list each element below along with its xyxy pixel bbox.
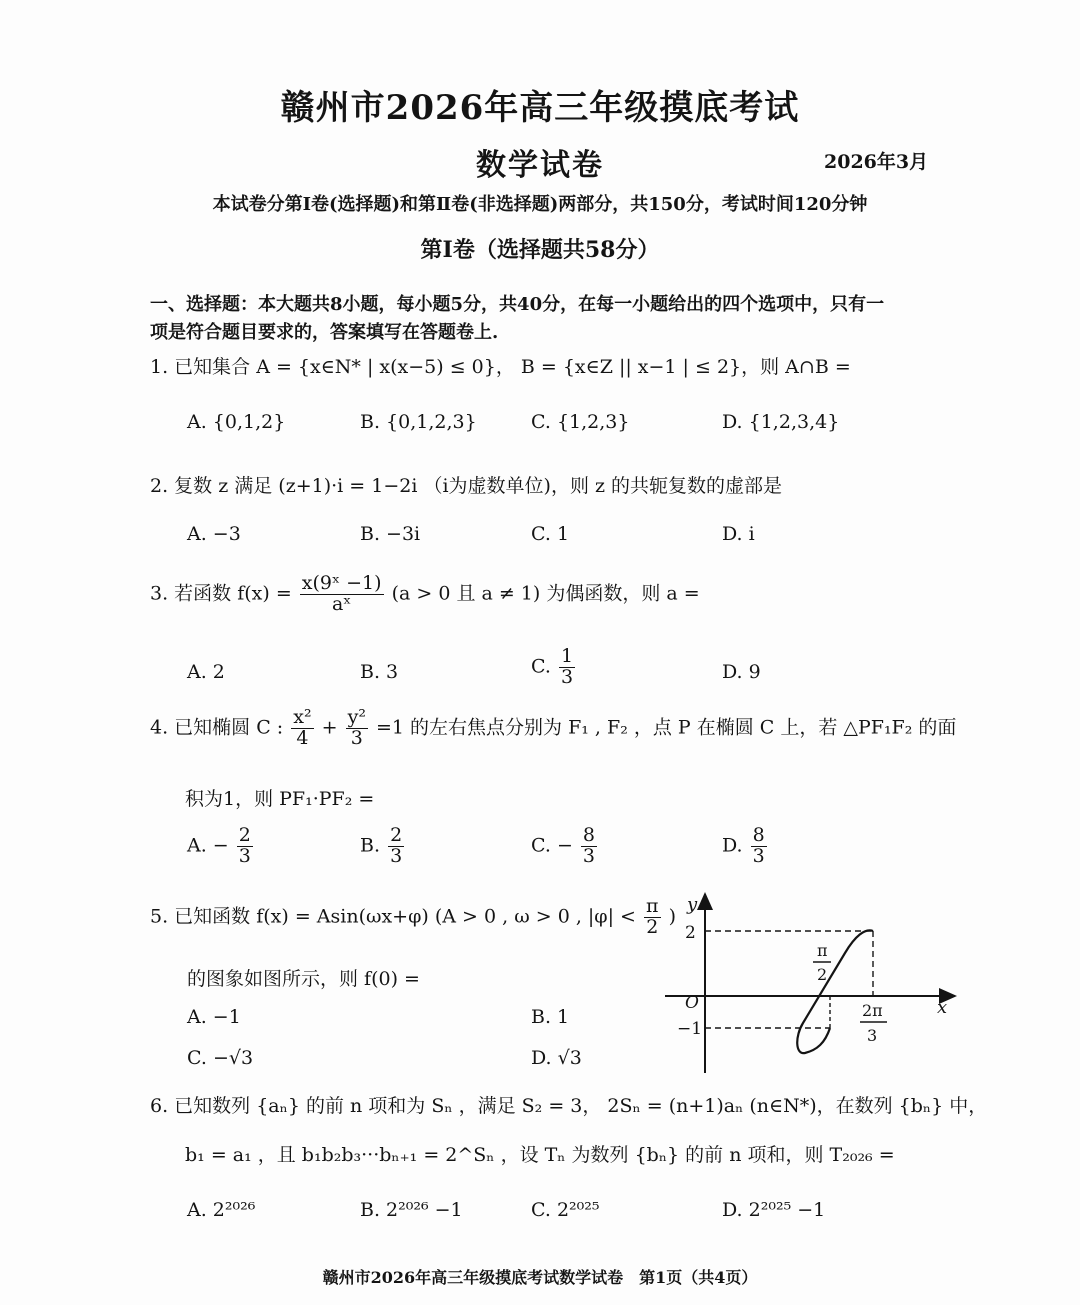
q4-fraction-x: [291, 708, 313, 749]
q4-option-c: [531, 826, 599, 867]
q1-option-c: C. {1,2,3}: [531, 411, 630, 433]
q5-stem: [150, 897, 676, 938]
page-footer: 赣州市2026年高三年级摸底考试数学试卷 第1页（共4页）: [322, 1268, 758, 1287]
q4-option-c-denominator: 3: [582, 844, 595, 867]
x-tick-two-pi-thirds-denominator: 3: [867, 1026, 878, 1045]
q6-option-b: B. 2²⁰²⁶ −1: [360, 1199, 463, 1221]
q4-option-d-numerator: 8: [752, 824, 765, 846]
exam-intro: 本试卷分第Ⅰ卷(选择题)和第Ⅱ卷(非选择题)两部分，共150分，考试时间120分钟: [212, 194, 868, 215]
q4-option-d-denominator: 3: [752, 844, 765, 867]
q5-phi-bound-numerator: π: [646, 895, 659, 917]
q6-option-c: C. 2²⁰²⁵: [531, 1199, 600, 1221]
q4-suffix: =1 的左右焦点分别为 F₁ , F₂ ，点 P 在椭圆 C 上，若 △PF₁F₂ 的面: [376, 716, 957, 739]
q1-option-d: D. {1,2,3,4}: [722, 411, 840, 433]
sine-curve: [797, 930, 873, 1053]
q4-option-b-fraction: [388, 826, 404, 867]
part-heading: 第Ⅰ卷（选择题共58分）: [420, 237, 660, 263]
y-tick-neg1: −1: [677, 1019, 703, 1039]
q4-stem: [150, 708, 956, 749]
q4-option-b-numerator: 2: [390, 824, 403, 846]
q4-plus: +: [321, 716, 338, 739]
x-tick-two-pi-thirds-numerator: 2π: [862, 1001, 883, 1020]
q5-close-paren: ): [668, 905, 676, 928]
q4-option-a-denominator: 3: [238, 844, 251, 867]
q4-fraction-y-denominator: 3: [350, 726, 363, 749]
q1-option-b: B. {0,1,2,3}: [360, 411, 477, 433]
origin-label: O: [685, 993, 699, 1013]
q5-line2: 的图象如图所示，则 f(0) =: [187, 968, 420, 990]
q6-option-a: A. 2²⁰²⁶: [187, 1199, 256, 1221]
q2-option-c: C. 1: [531, 523, 570, 545]
q5-option-b: B. 1: [531, 1006, 570, 1028]
q3-option-c: [531, 647, 577, 688]
q3-option-c-denominator: 3: [560, 665, 574, 688]
q4-option-d: [722, 826, 769, 867]
q1-stem: 1. 已知集合 A = {x∈N* | x(x−5) ≤ 0}， B = {x∈Z || x−1 | ≤ 2}，则 A∩B =: [150, 356, 851, 378]
q3-fraction-denominator: aˣ: [331, 592, 352, 615]
q6-line1: 6. 已知数列 {aₙ} 的前 n 项和为 Sₙ ，满足 S₂ = 3， 2Sₙ = (n+1)aₙ (n∈N*)，在数列 {bₙ} 中，: [150, 1095, 988, 1117]
q3-option-c-label: C.: [531, 655, 551, 678]
q4-option-c-fraction: [581, 826, 597, 867]
y-tick-2: 2: [685, 923, 696, 943]
q5-phi-bound-denominator: 2: [646, 915, 659, 938]
q4-prefix: 4. 已知椭圆 C :: [150, 716, 284, 739]
q4-fraction-y: [346, 708, 368, 749]
q4-option-a-fraction: [237, 826, 253, 867]
q5-option-a: A. −1: [187, 1006, 241, 1028]
q6-line2: b₁ = a₁ ，且 b₁b₂b₃···bₙ₊₁ = 2^Sₙ ，设 Tₙ 为数列 {bₙ} 的前 n 项和，则 T₂₀₂₆ =: [185, 1144, 895, 1166]
q4-option-c-label: C. −: [531, 834, 573, 857]
q4-line2: 积为1，则 PF₁·PF₂ =: [185, 788, 375, 810]
q1-option-a: A. {0,1,2}: [187, 411, 286, 433]
q3-option-c-fraction: [559, 647, 575, 688]
q4-option-a: [187, 826, 255, 867]
q4-fraction-y-numerator: y²: [347, 706, 366, 728]
q2-option-d: D. i: [722, 523, 755, 545]
q4-fraction-x-denominator: 4: [296, 726, 309, 749]
q2-option-b: B. −3i: [360, 523, 421, 545]
q4-option-b: [360, 826, 406, 867]
q4-fraction-x-numerator: x²: [293, 706, 312, 728]
q2-stem: 2. 复数 z 满足 (z+1)·i = 1−2i （i为虚数单位)，则 z 的共轭复数的虚部是: [150, 475, 783, 497]
section-instructions-line1: 一、选择题：本大题共8小题，每小题5分，共40分，在每一小题给出的四个选项中，只有一: [150, 294, 885, 315]
q3-option-d: D. 9: [722, 661, 761, 683]
q4-option-d-label: D.: [722, 834, 743, 857]
exam-subtitle: 数学试卷: [476, 148, 604, 183]
y-axis-label: y: [687, 894, 698, 915]
q5-option-d: D. √3: [531, 1047, 582, 1069]
q3-option-b: B. 3: [360, 661, 399, 683]
q2-option-a: A. −3: [187, 523, 241, 545]
q4-option-d-fraction: [751, 826, 767, 867]
q4-option-c-numerator: 8: [582, 824, 595, 846]
q3-option-c-numerator: 1: [560, 645, 574, 667]
q3-stem: [150, 574, 700, 615]
q3-fraction-numerator: x(9ˣ −1): [301, 572, 382, 594]
q3-fraction: [300, 574, 384, 615]
x-axis-label: x: [937, 997, 948, 1018]
q4-option-a-numerator: 2: [238, 824, 251, 846]
section-instructions-line2: 项是符合题目要求的，答案填写在答题卷上.: [150, 322, 499, 343]
q5-option-c: C. −√3: [187, 1047, 254, 1069]
q3-prefix: 3. 若函数 f(x) =: [150, 582, 292, 605]
q4-option-b-label: B.: [360, 834, 381, 857]
q6-option-d: D. 2²⁰²⁵ −1: [722, 1199, 826, 1221]
q5-function-graph: [655, 888, 975, 1083]
q4-option-b-denominator: 3: [390, 844, 403, 867]
q4-option-a-label: A. −: [187, 834, 229, 857]
x-tick-pi-half-denominator: 2: [817, 965, 828, 984]
x-tick-pi-half-numerator: π: [817, 941, 828, 960]
q5-prefix: 5. 已知函数 f(x) = Asin(ωx+φ) (A > 0 , ω > 0 , |φ| <: [150, 905, 636, 928]
exam-title: 赣州市2026年高三年级摸底考试: [280, 88, 800, 128]
q3-option-a: A. 2: [187, 661, 225, 683]
exam-date: 2026年3月: [824, 151, 929, 173]
q3-suffix: (a > 0 且 a ≠ 1) 为偶函数，则 a =: [391, 582, 700, 605]
